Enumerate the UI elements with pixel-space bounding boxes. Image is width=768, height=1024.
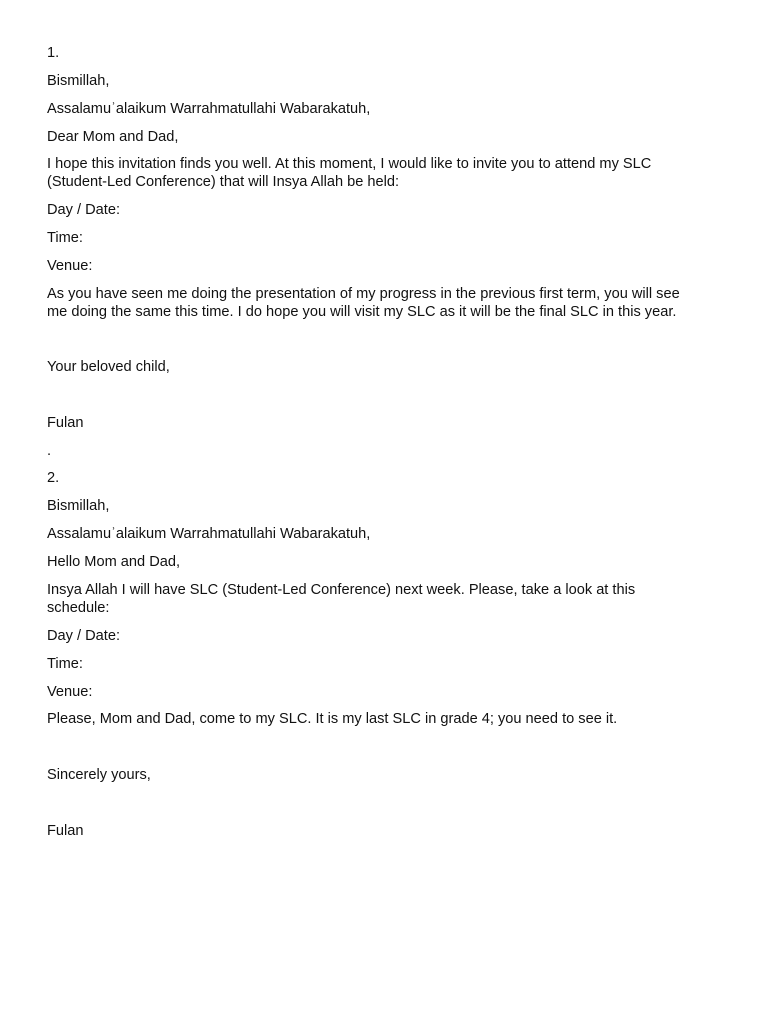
letter-separator: . [47,443,52,459]
letter2-opening: Bismillah, [47,498,110,514]
letter2-intro-line1: Insya Allah I will have SLC (Student-Led Conference) next week. Please, take a look at this [47,582,636,598]
letter2-salam: Assalamuʾalaikum Warrahmatullahi Wabarakatuh, [47,526,371,542]
letter1-salam: Assalamuʾalaikum Warrahmatullahi Wabarakatuh, [47,101,371,117]
letter1-day-date: Day / Date: [47,202,120,218]
letter1-venue: Venue: [47,258,93,274]
letter1-number: 1. [47,45,60,61]
letter1-time: Time: [47,230,83,246]
letter1-body-line2: me doing the same this time. I do hope you will visit my SLC as it will be the final SLC in this year. [47,304,677,320]
letter1-body-line1: As you have seen me doing the presentation of my progress in the previous first term, you will see [47,286,680,302]
letter2-time: Time: [47,656,83,672]
letter1-signature: Fulan [47,415,84,431]
letter1-intro-line1: I hope this invitation finds you well. At this moment, I would like to invite you to attend my SLC [47,156,652,172]
letter2-number: 2. [47,470,60,486]
letter1-opening: Bismillah, [47,73,110,89]
letter2-closing: Sincerely yours, [47,767,151,783]
letter2-intro-line2: schedule: [47,600,110,616]
letter2-body-line1: Please, Mom and Dad, come to my SLC. It is my last SLC in grade 4; you need to see it. [47,711,618,727]
letter1-intro-line2: (Student-Led Conference) that will Insya Allah be held: [47,174,400,190]
letter1-closing: Your beloved child, [47,359,170,375]
letter2-greeting: Hello Mom and Dad, [47,554,181,570]
letter2-signature: Fulan [47,823,84,839]
letter2-day-date: Day / Date: [47,628,120,644]
letter2-venue: Venue: [47,684,93,700]
letter1-greeting: Dear Mom and Dad, [47,129,179,145]
